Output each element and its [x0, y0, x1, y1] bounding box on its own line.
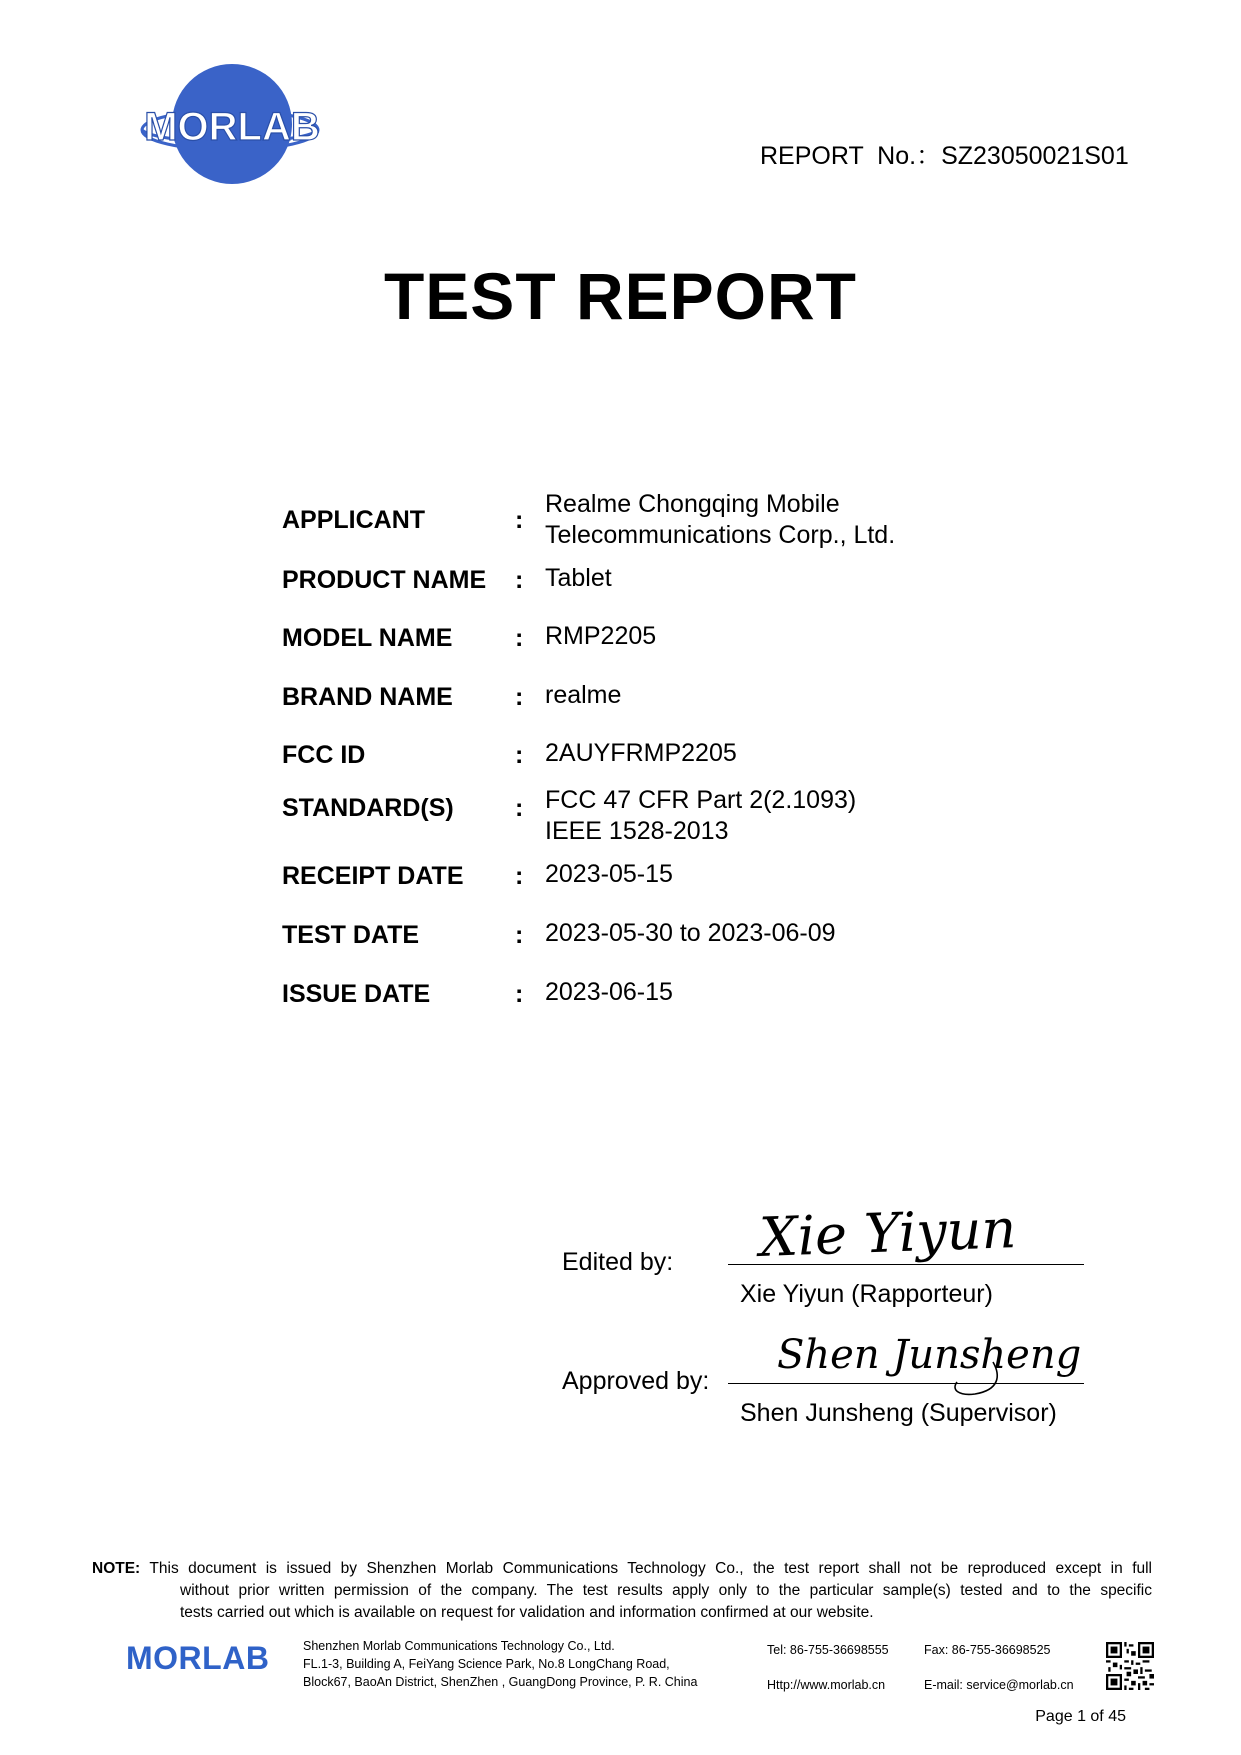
product-name-value: Tablet	[545, 564, 612, 592]
page-number: Page 1 of 45	[1035, 1708, 1126, 1725]
model-name-value: RMP2205	[545, 622, 657, 650]
model-name-label: MODEL NAME	[282, 624, 453, 652]
field-colon: :	[515, 794, 524, 822]
field-colon: :	[515, 980, 524, 1008]
morlab-logo	[140, 62, 320, 190]
footer-tel: Tel: 86-755-36698555	[767, 1643, 889, 1657]
approved-name: Shen Junsheng (Supervisor)	[740, 1399, 1057, 1427]
field-colon: :	[515, 624, 524, 652]
product-name-label: PRODUCT NAME	[282, 566, 487, 594]
standards-label: STANDARD(S)	[282, 794, 454, 822]
note-text: This document is issued by Shenzhen Morlab Communications Technology Co., the test report shall not be reproduced except in full	[149, 1560, 1153, 1577]
field-colon: :	[515, 921, 524, 949]
footer-address-2: Block67, BaoAn District, ShenZhen , GuangDong Province, P. R. China	[303, 1675, 698, 1689]
disclaimer-note	[92, 1558, 1152, 1624]
footer-web-link[interactable]: Http://www.morlab.cn	[767, 1678, 886, 1692]
footer-company: Shenzhen Morlab Communications Technology Co., Ltd.	[303, 1639, 615, 1653]
field-colon: :	[515, 506, 524, 534]
edited-name: Xie Yiyun (Rapporteur)	[740, 1280, 993, 1308]
approved-signature-line	[728, 1383, 1084, 1384]
footer-email-link[interactable]: E-mail: service@morlab.cn	[924, 1678, 1074, 1692]
footer-fax: Fax: 86-755-36698525	[924, 1643, 1051, 1657]
morlab-globe-logo-icon	[140, 62, 320, 190]
approved-signature	[775, 1318, 1082, 1398]
note-line-1	[92, 1558, 1152, 1580]
footer-address-1: FL.1-3, Building A, FeiYang Science Park, No.8 LongChang Road,	[303, 1657, 670, 1671]
field-colon: :	[515, 566, 524, 594]
receipt-date-value: 2023-05-15	[545, 860, 673, 888]
page-title: TEST REPORT	[383, 259, 858, 333]
footer-logo: MORLAB	[126, 1640, 270, 1676]
edited-signature	[755, 1198, 1025, 1278]
field-colon: :	[515, 741, 524, 769]
field-colon: :	[515, 862, 524, 890]
test-date-label: TEST DATE	[282, 921, 420, 949]
fcc-id-label: FCC ID	[282, 741, 366, 769]
standard-line: FCC 47 CFR Part 2(2.1093)	[545, 786, 857, 814]
issue-date-value: 2023-06-15	[545, 978, 673, 1006]
report-number: REPORT No.：SZ23050021S01	[760, 142, 1129, 170]
standard-line: IEEE 1528-2013	[545, 817, 729, 845]
applicant-value	[545, 489, 895, 551]
brand-name-label: BRAND NAME	[282, 683, 453, 711]
receipt-date-label: RECEIPT DATE	[282, 862, 464, 890]
standards-value	[545, 785, 856, 847]
approved-by-label: Approved by:	[562, 1367, 710, 1395]
applicant-line: Telecommunications Corp., Ltd.	[545, 521, 896, 549]
edited-by-label: Edited by:	[562, 1248, 674, 1276]
approved-signature-text: Shen Junsheng	[777, 1332, 1082, 1378]
applicant-line: Realme Chongqing Mobile	[545, 490, 840, 518]
note-label: NOTE:	[92, 1560, 141, 1577]
edited-signature-line	[728, 1264, 1084, 1265]
logo-text: MORLAB	[144, 105, 320, 149]
issue-date-label: ISSUE DATE	[282, 980, 431, 1008]
field-colon: :	[515, 683, 524, 711]
note-line-2: without prior written permission of the company. The test results apply only to the particular sample(s) tested and to the specific	[180, 1582, 1152, 1599]
test-date-value: 2023-05-30 to 2023-06-09	[545, 919, 836, 947]
applicant-label: APPLICANT	[282, 506, 426, 534]
qr-code-icon	[1106, 1642, 1154, 1690]
note-line-3: tests carried out which is available on request for validation and information confirmed at our website.	[180, 1604, 874, 1621]
edited-signature-text: Xie Yiyun	[758, 1197, 1018, 1269]
fcc-id-value: 2AUYFRMP2205	[545, 739, 737, 767]
brand-name-value: realme	[545, 681, 622, 709]
